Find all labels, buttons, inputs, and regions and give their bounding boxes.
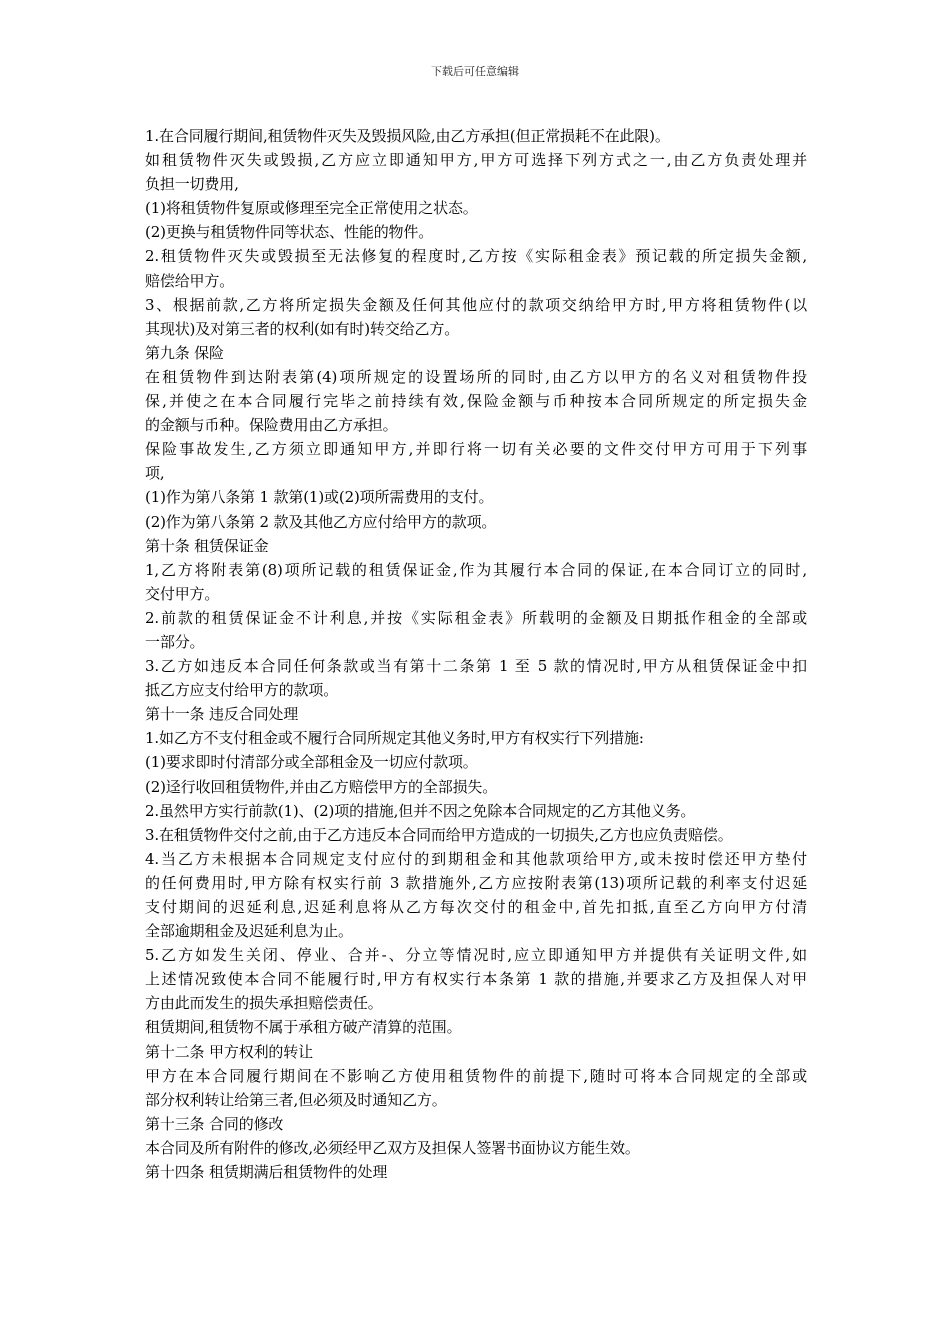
text-line: 1.在合同履行期间,租赁物件灭失及毁损风险,由乙方承担(但正常损耗不在此限)。 [145, 127, 670, 145]
text-line: 负担一切费用, [145, 175, 239, 194]
text-line: 一部分。 [145, 632, 205, 651]
text-line: 租赁期间,租赁物不属于承租方破产清算的范围。 [145, 1018, 462, 1037]
text-line: 赔偿给甲方。 [145, 271, 235, 290]
text-line: 甲方在本合同履行期间在不影响乙方使用租赁物件的前提下,随时可将本合同规定的全部或 [145, 1066, 807, 1085]
text-line: 5.乙方如发生关闭、停业、合并-、分立等情况时,应立即通知甲方并提供有关证明文件,如 [145, 946, 807, 965]
text-line: 第十四条 租赁期满后租赁物件的处理 [145, 1163, 388, 1182]
text-line: (1)将租赁物件复原或修理至完全正常使用之状态。 [145, 199, 478, 218]
text-line: 3、根据前款,乙方将所定损失金额及任何其他应付的款项交纳给甲方时,甲方将租赁物件(以 [145, 295, 807, 314]
text-line: (1)要求即时付清部分或全部租金及一切应付款项。 [145, 753, 478, 772]
text-line: 项, [145, 464, 165, 483]
document-body [145, 124, 807, 1184]
text-line: 的任何费用时,甲方除有权实行前 3 款措施外,乙方应按附表第(13)项所记载的利率支付迟延 [145, 873, 807, 892]
text-line: 2.租赁物件灭失或毁损至无法修复的程度时,乙方按《实际租金表》预记载的所定损失金额, [145, 247, 807, 266]
text-line: 全部逾期租金及迟延利息为止。 [145, 922, 353, 941]
text-line: 4.当乙方未根据本合同规定支付应付的到期租金和其他款项给甲方,或未按时偿还甲方垫付 [145, 849, 807, 868]
text-line: (2)作为第八条第 2 款及其他乙方应付给甲方的款项。 [145, 512, 497, 531]
page-header: 下载后可任意编辑 [431, 65, 519, 78]
text-line: 方由此而发生的损失承担赔偿责任。 [145, 994, 383, 1013]
text-line: 支付期间的迟延利息,迟延利息将从乙方每次交付的租金中,首先扣抵,直至乙方向甲方付清 [145, 898, 807, 916]
text-line: 本合同及所有附件的修改,必须经甲乙双方及担保人签署书面协议方能生效。 [145, 1138, 640, 1157]
text-line: 第十一条 违反合同处理 [145, 705, 299, 724]
text-line: 交付甲方。 [145, 584, 220, 603]
text-line: 第十三条 合同的修改 [145, 1114, 284, 1133]
text-line: 保险事故发生,乙方须立即通知甲方,并即行将一切有关必要的文件交付甲方可用于下列事 [145, 440, 807, 459]
text-line: 第九条 保险 [145, 343, 224, 362]
text-line: 第十条 租赁保证金 [145, 536, 269, 555]
text-line: 保,并使之在本合同履行完毕之前持续有效,保险金额与币种按本合同所规定的所定损失金 [145, 392, 807, 411]
text-line: 3.在租赁物件交付之前,由于乙方违反本合同而给甲方造成的一切损失,乙方也应负责赔偿。 [145, 825, 733, 844]
text-line: 在租赁物件到达附表第(4)项所规定的设置场所的同时,由乙方以甲方的名义对租赁物件投 [145, 367, 807, 386]
text-line: 抵乙方应支付给甲方的款项。 [145, 681, 339, 700]
text-line: 第十二条 甲方权利的转让 [145, 1042, 313, 1061]
text-line: 2.前款的租赁保证金不计利息,并按《实际租金表》所载明的金额及日期抵作租金的全部或 [145, 608, 807, 627]
text-line: 的金额与币种。保险费用由乙方承担。 [145, 416, 398, 435]
text-line: (2)更换与租赁物件同等状态、性能的物件。 [145, 223, 434, 242]
text-line: 如租赁物件灭失或毁损,乙方应立即通知甲方,甲方可选择下列方式之一,由乙方负责处理并 [145, 151, 807, 170]
text-line: 3.乙方如违反本合同任何条款或当有第十二条第 1 至 5 款的情况时,甲方从租赁保证金中扣 [145, 657, 807, 676]
text-line: 1,乙方将附表第(8)项所记载的租赁保证金,作为其履行本合同的保证,在本合同订立的同时, [145, 560, 807, 579]
text-line: 上述情况致使本合同不能履行时,甲方有权实行本条第 1 款的措施,并要求乙方及担保人对甲 [145, 970, 807, 989]
text-line: 其现状)及对第三者的权利(如有时)转交给乙方。 [145, 319, 460, 338]
text-line: 部分权利转让给第三者,但必须及时通知乙方。 [145, 1090, 447, 1109]
text-line: (1)作为第八条第 1 款第(1)或(2)项所需费用的支付。 [145, 488, 494, 507]
text-line: 2.虽然甲方实行前款(1)、(2)项的措施,但并不因之免除本合同规定的乙方其他义务。 [145, 801, 696, 820]
text-line: 1.如乙方不支付租金或不履行合同所规定其他义务时,甲方有权实行下列措施: [145, 729, 644, 748]
text-line: (2)迳行收回租赁物件,并由乙方赔偿甲方的全部损失。 [145, 777, 498, 796]
